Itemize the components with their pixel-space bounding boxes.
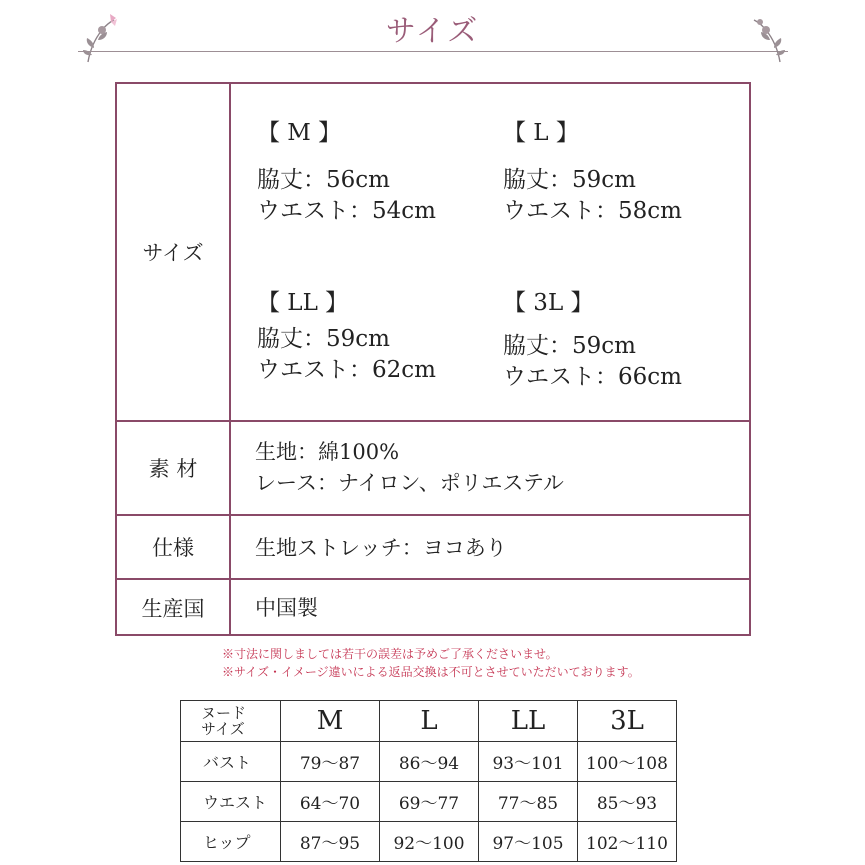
spec-value: 生地ストレッチ：ヨコあり bbox=[255, 536, 507, 560]
floral-ornament-icon bbox=[748, 10, 788, 65]
table-cell: 92〜100 bbox=[380, 822, 479, 862]
origin-row bbox=[117, 580, 749, 636]
row-label: ウエスト bbox=[181, 782, 281, 822]
column-header-m: M bbox=[281, 701, 380, 742]
notes bbox=[222, 645, 640, 681]
note-line: ※寸法に関しましては若干の誤差は予めご了承くださいませ。 bbox=[222, 647, 558, 661]
column-header-l: L bbox=[380, 701, 479, 742]
size-name: 【 M 】 bbox=[257, 120, 342, 146]
table-cell: 102〜110 bbox=[578, 822, 677, 862]
table-row bbox=[181, 742, 677, 782]
size-row bbox=[117, 84, 749, 422]
spec-detail-row bbox=[117, 516, 749, 580]
table-cell: 64〜70 bbox=[281, 782, 380, 822]
table-row bbox=[181, 822, 677, 862]
size-waist: ウエスト：54cm bbox=[257, 198, 436, 224]
size-name: 【 L 】 bbox=[503, 120, 579, 146]
page-header bbox=[0, 0, 865, 70]
material-lace: レース：ナイロン、ポリエステル bbox=[255, 471, 564, 495]
column-header-ll: LL bbox=[479, 701, 578, 742]
size-length: 脇丈：59cm bbox=[503, 333, 636, 359]
material-label: 素 材 bbox=[117, 422, 231, 514]
table-cell: 77〜85 bbox=[479, 782, 578, 822]
size-name: 【 3L 】 bbox=[503, 290, 594, 316]
table-cell: 97〜105 bbox=[479, 822, 578, 862]
size-length: 脇丈：56cm bbox=[257, 167, 390, 193]
corner-line: サイズ bbox=[201, 720, 245, 738]
table-cell: 85〜93 bbox=[578, 782, 677, 822]
column-header-3l: 3L bbox=[578, 701, 677, 742]
spec-label: 仕様 bbox=[117, 516, 231, 578]
table-header-row bbox=[181, 701, 677, 742]
material-row bbox=[117, 422, 749, 516]
row-label: ヒップ bbox=[181, 822, 281, 862]
header-divider bbox=[78, 51, 788, 52]
page-title: サイズ bbox=[385, 14, 480, 49]
spec-table bbox=[115, 82, 751, 636]
size-name: 【 LL 】 bbox=[257, 290, 349, 316]
table-cell: 93〜101 bbox=[479, 742, 578, 782]
row-label: バスト bbox=[181, 742, 281, 782]
table-cell: 87〜95 bbox=[281, 822, 380, 862]
origin-label: 生産国 bbox=[117, 580, 231, 636]
table-row bbox=[181, 782, 677, 822]
table-cell: 100〜108 bbox=[578, 742, 677, 782]
material-fabric: 生地：綿100% bbox=[255, 440, 400, 464]
size-waist: ウエスト：58cm bbox=[503, 198, 682, 224]
nude-size-table bbox=[180, 700, 677, 862]
table-corner bbox=[181, 701, 281, 742]
size-waist: ウエスト：66cm bbox=[503, 364, 682, 390]
origin-value: 中国製 bbox=[255, 596, 318, 620]
note-line: ※サイズ・イメージ違いによる返品交換は不可とさせていただいております。 bbox=[222, 665, 640, 679]
size-waist: ウエスト：62cm bbox=[257, 357, 436, 383]
table-cell: 86〜94 bbox=[380, 742, 479, 782]
size-label: サイズ bbox=[117, 84, 231, 420]
table-cell: 69〜77 bbox=[380, 782, 479, 822]
corner-line: ヌード bbox=[201, 704, 247, 722]
size-length: 脇丈：59cm bbox=[503, 167, 636, 193]
table-cell: 79〜87 bbox=[281, 742, 380, 782]
size-length: 脇丈：59cm bbox=[257, 326, 390, 352]
